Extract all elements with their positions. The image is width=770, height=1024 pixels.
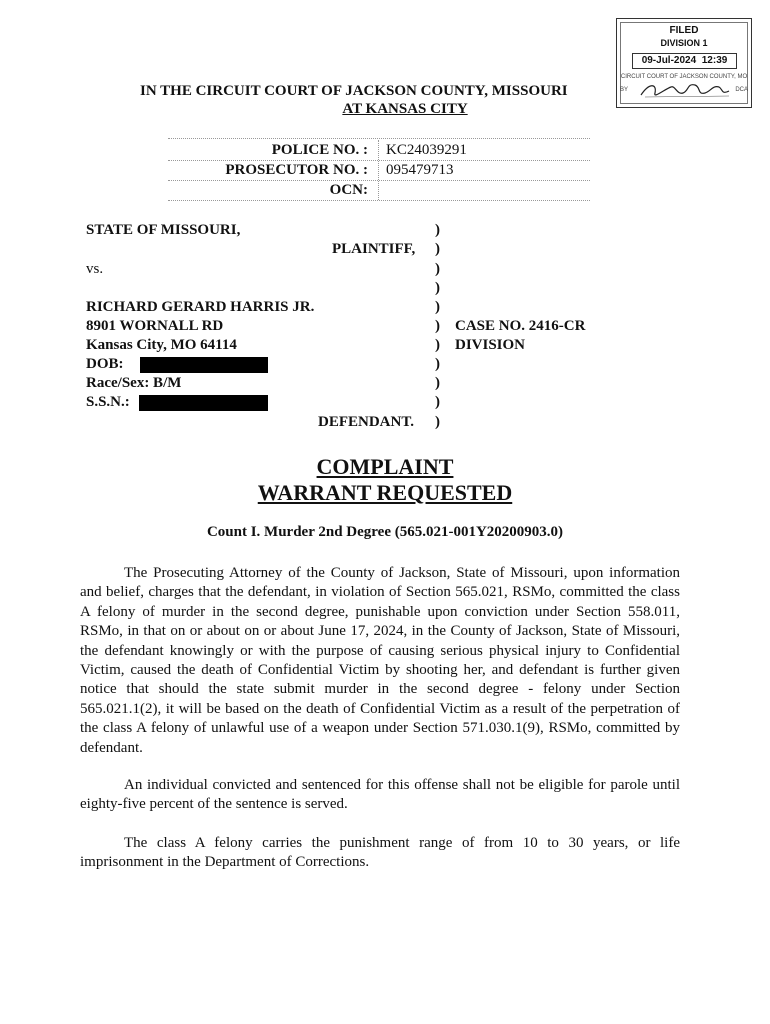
stamp-filed-label: FILED: [669, 25, 699, 36]
defendant-address-line2: Kansas City, MO 64114: [86, 337, 237, 353]
stamp-division-label: DIVISION: [660, 38, 700, 48]
caption-paren: ): [435, 299, 440, 315]
count-heading: Count I. Murder 2nd Degree (565.021-001Y20200903.0): [206, 524, 564, 540]
stamp-by-label: BY: [620, 87, 629, 93]
table-column-rule: [378, 140, 379, 200]
table-row-rule: [168, 180, 590, 181]
stamp-court-name: CIRCUIT COURT OF JACKSON COUNTY, MO: [620, 74, 748, 80]
court-name-line2: [0, 101, 770, 118]
case-number: CASE NO. 2416-CR: [455, 318, 586, 334]
table-bottom-rule: [168, 200, 590, 201]
police-no-value: KC24039291: [386, 142, 467, 158]
division-label: DIVISION: [455, 337, 526, 353]
stamp-dca-label: DCA: [735, 87, 748, 93]
race-sex: Race/Sex: B/M: [86, 375, 182, 391]
document-subtitle: WARRANT REQUESTED: [257, 480, 513, 505]
caption-paren: ): [435, 356, 440, 372]
stamp-date: 09-Jul-2024: [641, 55, 697, 66]
charge-paragraph: The Prosecuting Attorney of the County of Jackson, State of Missouri, upon information and belief, charges that the defendant, in violation of Section 565.021, RSMo, committed the class A felony of murder in the second degree, punishable upon conviction under Section 558.011, RSMo, in that on or about on or about June 17, 2024, in the County of Jackson, State of Missouri, the defendant knowingly or with the purpose of causing serious physical injury to Confidential Victim, caused the death of Confidential Victim by shooting her, and defendant is further given notice that should the state submit murder in the second degree - felony under Section 565.021.1(2), it will be based on the death of Confidential Victim as a result of the perpetration of the class A felony of unlawful use of a weapon under Section 571.030.1(9), RSMo, committed by defendant.: [80, 565, 680, 756]
punishment-paragraph: The class A felony carries the punishment range of from 10 to 30 years, or life imprisonment in the Department of Corrections.: [80, 835, 680, 871]
caption-paren: ): [435, 337, 440, 353]
filed-stamp: [616, 18, 752, 108]
versus: vs.: [86, 261, 104, 277]
plaintiff-role: PLAINTIFF,: [332, 241, 416, 257]
table-top-rule: [168, 138, 590, 139]
caption-paren: ): [435, 375, 440, 391]
plaintiff-name: STATE OF MISSOURI,: [86, 222, 241, 238]
caption-paren: ): [435, 414, 440, 430]
defendant-name: RICHARD GERARD HARRIS JR.: [86, 299, 315, 315]
caption-paren: ): [435, 222, 440, 238]
table-row-rule: [168, 160, 590, 161]
stamp-division-number: 1: [702, 38, 708, 48]
defendant-role: DEFENDANT.: [318, 414, 414, 430]
police-no-label: POLICE NO. :: [271, 142, 368, 158]
defendant-address-line1: 8901 WORNALL RD: [86, 318, 224, 334]
ocn-label: OCN:: [329, 182, 368, 198]
ssn-label: S.S.N.:: [86, 394, 130, 410]
parole-paragraph: An individual convicted and sentenced for this offense shall not be eligible for parole until eighty-five percent of the sentence is served.: [80, 777, 680, 813]
caption-paren: ): [435, 318, 440, 334]
prosecutor-no-label: PROSECUTOR NO. :: [225, 162, 368, 178]
caption-paren: ): [435, 261, 440, 277]
stamp-time: 12:39: [701, 55, 728, 66]
prosecutor-no-value: 095479713: [386, 162, 454, 178]
court-location: AT KANSAS CITY: [342, 101, 468, 117]
ssn-redaction: [139, 395, 268, 411]
caption-paren: ): [435, 241, 440, 257]
document-title: COMPLAINT: [316, 454, 454, 479]
dob-label: DOB:: [86, 356, 124, 372]
stamp-date-box: [632, 53, 737, 69]
clerk-signature-icon: [635, 79, 735, 101]
dob-redaction: [140, 357, 268, 373]
stamp-division-line: [617, 38, 751, 48]
court-name-line1: IN THE CIRCUIT COURT OF JACKSON COUNTY, MISSOURI: [140, 83, 568, 99]
caption-paren: ): [435, 280, 440, 296]
caption-paren: ): [435, 394, 440, 410]
